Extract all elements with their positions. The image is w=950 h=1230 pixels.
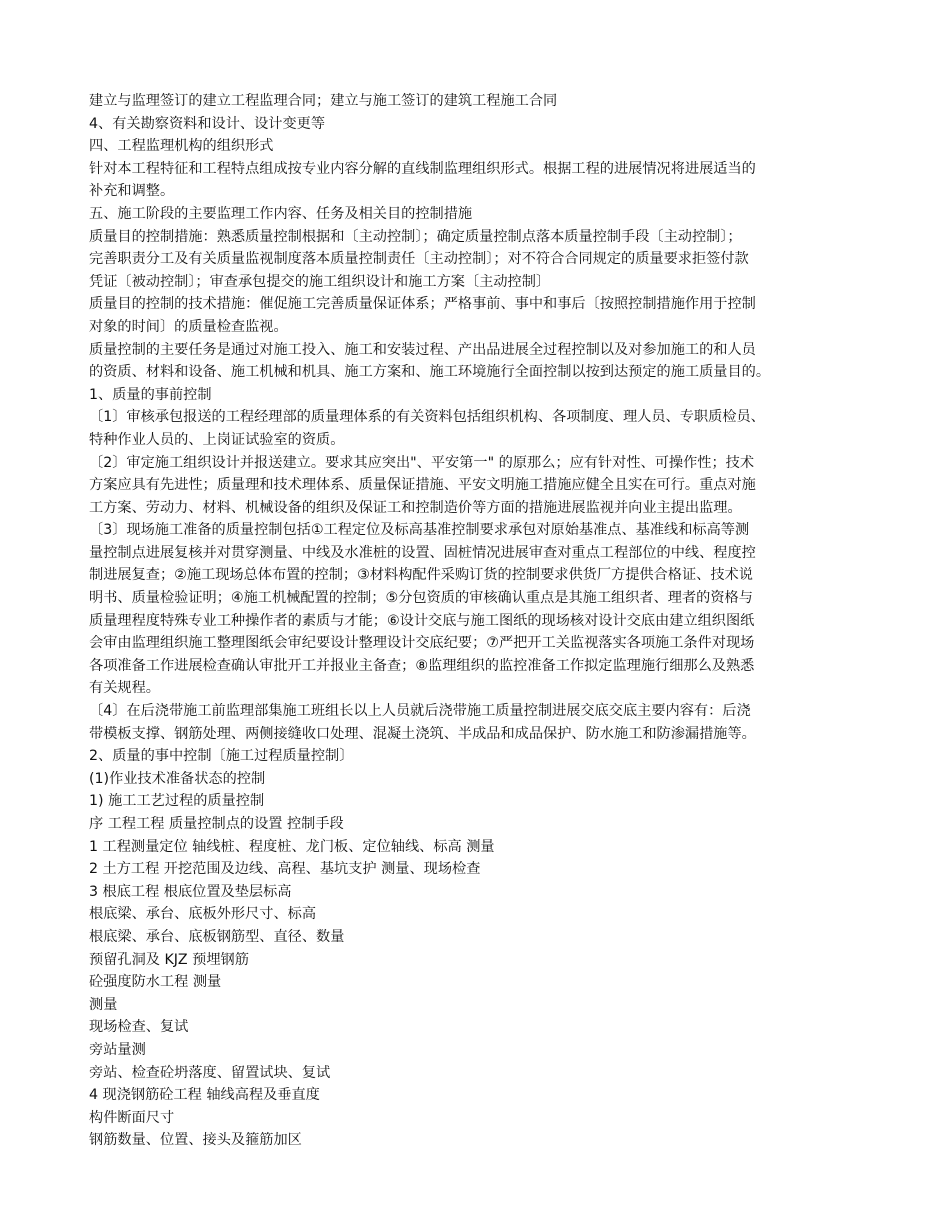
text-line: 针对本工程特征和工程特点组成按专业内容分解的直线制监理组织形式。根据工程的进展情况将进展适当的: [89, 160, 756, 177]
table-row-line: 根底梁、承台、底板钢筋型、直径、数量: [89, 928, 345, 945]
text-line: 特种作业人员的、上岗证试验室的资质。: [89, 431, 345, 448]
table-row-line: 根底梁、承台、底板外形尺寸、标高: [89, 906, 317, 923]
text-line: 〔3〕现场施工准备的质量控制包括①工程定位及标高基准控制要求承包对原始基准点、基准线和标高等测: [89, 522, 750, 539]
section-heading: 四、工程监理机构的组织形式: [89, 138, 274, 155]
table-row-line: 旁站、检查砼坍落度、留置试块、复试: [89, 1064, 331, 1081]
text-line: 明书、质量检验证明；④施工机械配置的控制；⑤分包资质的审核确认重点是其施工组织者、理者的资格与: [89, 590, 753, 607]
text-line: 补充和调整。: [89, 183, 175, 200]
text-line: 量控制点进展复核并对贯穿测量、中线及水准桩的设置、固桩情况进展审查对重点工程部位的中线、程度控: [89, 544, 756, 561]
document-body: [89, 90, 869, 1152]
text-line: 〔4〕在后浇带施工前监理部集施工班组长以上人员就后浇带施工质量控制进展交底交底主要内容有：后浇: [89, 703, 751, 720]
text-line: 的资质、材料和设备、施工机械和机具、施工方案和、施工环境施行全面控制以按到达预定的施工质量目的。: [89, 364, 771, 381]
text-line: 建立与监理签订的建立工程监理合同；建立与施工签订的建筑工程施工合同: [89, 93, 558, 109]
table-row-line: 现场检查、复试: [89, 1019, 189, 1036]
text-line: 方案应具有先进性；质量理和技术理体系、质量保证措施、平安文明施工措施应健全且实在可行。重点对施: [89, 477, 756, 494]
text-line: 各项准备工作进展检查确认审批开工并报业主备查；⑧监理组织的监控准备工作拟定监理施行细那么及熟悉: [89, 657, 755, 674]
text-line: 〔2〕审定施工组织设计并报送建立。要求其应突出"、平安第一" 的原那么；应有针对性、可操作性；技术: [89, 454, 755, 471]
text-line: 有关规程。: [89, 680, 160, 697]
section-heading: 五、施工阶段的主要监理工作内容、任务及相关目的控制措施: [89, 205, 473, 222]
table-row-line: 构件断面尺寸: [89, 1109, 175, 1126]
table-row-line: 3 根底工程 根底位置及垫层标高: [89, 883, 292, 900]
table-row-line: 测量: [89, 996, 118, 1013]
text-line: 完善职责分工及有关质量监视制度落本质量控制责任〔主动控制〕；对不符合合同规定的质量要求拒签付款: [89, 251, 749, 268]
text-line: 质量控制的主要任务是通过对施工投入、施工和安装过程、产出品进展全过程控制以及对参加施工的和人员: [89, 341, 756, 358]
table-row-line: 1 工程测量定位 轴线桩、程度桩、龙门板、定位轴线、标高 测量: [89, 838, 495, 855]
subsection-heading: 1、质量的事前控制: [89, 386, 212, 403]
table-header-line: 序 工程工程 质量控制点的设置 控制手段: [89, 816, 344, 832]
table-row-line: 旁站量测: [89, 1041, 146, 1058]
table-row-line: 预留孔洞及 KJZ 预埋钢筋: [89, 951, 249, 968]
text-line: 带模板支撑、钢筋处理、两侧接缝收口处理、混凝土浇筑、半成品和成品保护、防水施工和防渗漏措施等。: [89, 725, 756, 742]
text-line: 质量目的控制措施：熟悉质量控制根据和〔主动控制〕；确定质量控制点落本质量控制手段〔主动控制〕；: [89, 228, 742, 245]
table-row-line: 砼强度防水工程 测量: [89, 974, 222, 991]
text-line: 对象的时间〕的质量检查监视。: [89, 318, 288, 335]
text-line: 质量理程度特殊专业工种操作者的素质与才能；⑥设计交底与施工图纸的现场核对设计交底由建立组织图纸: [89, 612, 755, 629]
text-line: 制进展复查；②施工现场总体布置的控制；③材料构配件采购订货的控制要求供货厂方提供合格证、技术说: [89, 567, 753, 584]
text-line: 4、有关勘察资料和设计、设计变更等: [89, 115, 326, 132]
text-line: (1)作业技术准备状态的控制: [89, 770, 266, 787]
text-line: 1) 施工工艺过程的质量控制: [89, 793, 265, 810]
text-line: 〔1〕审核承包报送的工程经理部的质量理体系的有关资料包括组织机构、各项制度、理人员、专职质检员、: [89, 409, 765, 426]
table-row-line: 4 现浇钢筋砼工程 轴线高程及垂直度: [89, 1087, 320, 1104]
table-row-line: 钢筋数量、位置、接头及箍筋加区: [89, 1132, 302, 1149]
table-row-line: 2 土方工程 开挖范围及边线、高程、基坑支护 测量、现场检查: [89, 861, 481, 878]
subsection-heading: 2、质量的事中控制〔施工过程质量控制〕: [89, 748, 354, 765]
text-line: 凭证〔被动控制〕；审查承包提交的施工组织设计和施工方案〔主动控制〕: [89, 273, 551, 290]
text-line: 质量目的控制的技术措施：催促施工完善质量保证体系；严格事前、事中和事后〔按照控制措施作用于控制: [89, 296, 756, 313]
text-line: 工方案、劳动力、材料、机械设备的组织及保证工和控制造价等方面的措施进展监视并向业主提出监理。: [89, 499, 742, 516]
text-line: 会审由监理组织施工整理图纸会审纪要设计整理设计交底纪要；⑦严把开工关监视落实各项施工条件对现场: [89, 635, 755, 652]
